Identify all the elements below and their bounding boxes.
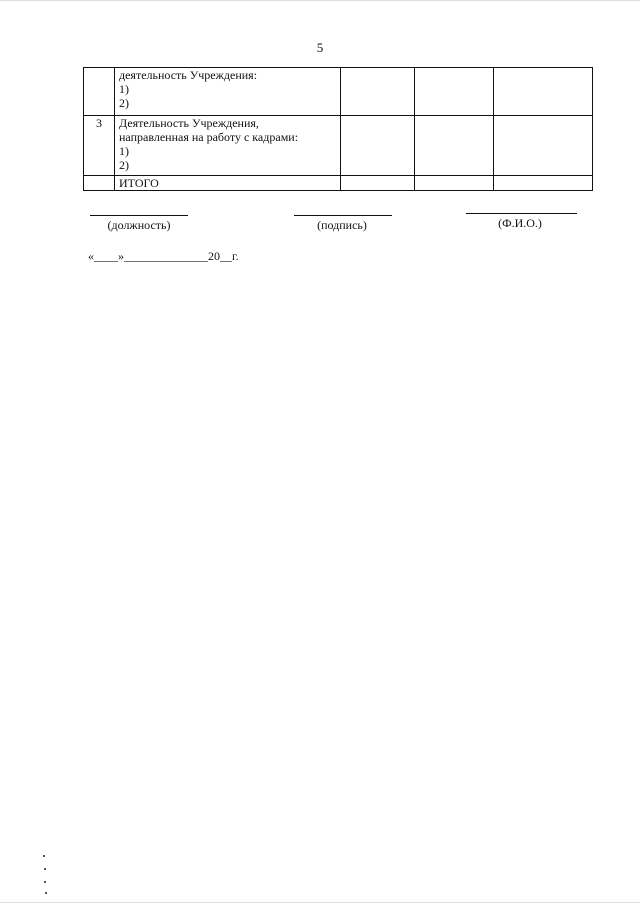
row-description: [115, 176, 341, 191]
signature-line: [294, 215, 392, 216]
report-table: [83, 67, 593, 191]
table-cell: [415, 68, 494, 116]
table-cell: [415, 176, 494, 191]
row-number: 3: [84, 116, 115, 176]
scan-dot: [45, 892, 47, 894]
table-row-total: [84, 176, 593, 191]
scan-dot: [44, 881, 46, 883]
row-line: 2): [119, 96, 129, 110]
scan-dot: [44, 868, 46, 870]
page-bottom-edge: [0, 902, 640, 903]
position-label: (должность): [107, 218, 171, 232]
page-number: 5: [316, 40, 324, 55]
position-signature-line: [90, 215, 188, 216]
row-description: [115, 68, 341, 116]
row-line: направленная на работу с кадрами:: [119, 130, 299, 144]
page-top-edge: [0, 0, 640, 1]
row-number: [84, 176, 115, 191]
total-label: ИТОГО: [119, 176, 159, 190]
table-cell: [341, 116, 415, 176]
row-line: 1): [119, 144, 129, 158]
table-row: [84, 68, 593, 116]
date-line: «____»______________20__г.: [88, 249, 239, 263]
table-cell: [494, 116, 593, 176]
scan-dot: [43, 855, 45, 857]
table-cell: [341, 68, 415, 116]
table-cell: [341, 176, 415, 191]
table-cell: [494, 176, 593, 191]
row-number: [84, 68, 115, 116]
table-cell: [494, 68, 593, 116]
row-line: 2): [119, 158, 129, 172]
name-label: (Ф.И.О.): [498, 216, 542, 230]
signature-label: (подпись): [317, 218, 367, 232]
row-line: Деятельность Учреждения,: [119, 116, 259, 130]
row-description: [115, 116, 341, 176]
table-cell: [415, 116, 494, 176]
table-row: [84, 116, 593, 176]
row-line: 1): [119, 82, 129, 96]
name-signature-line: [466, 213, 577, 214]
row-line: деятельность Учреждения:: [119, 68, 258, 82]
